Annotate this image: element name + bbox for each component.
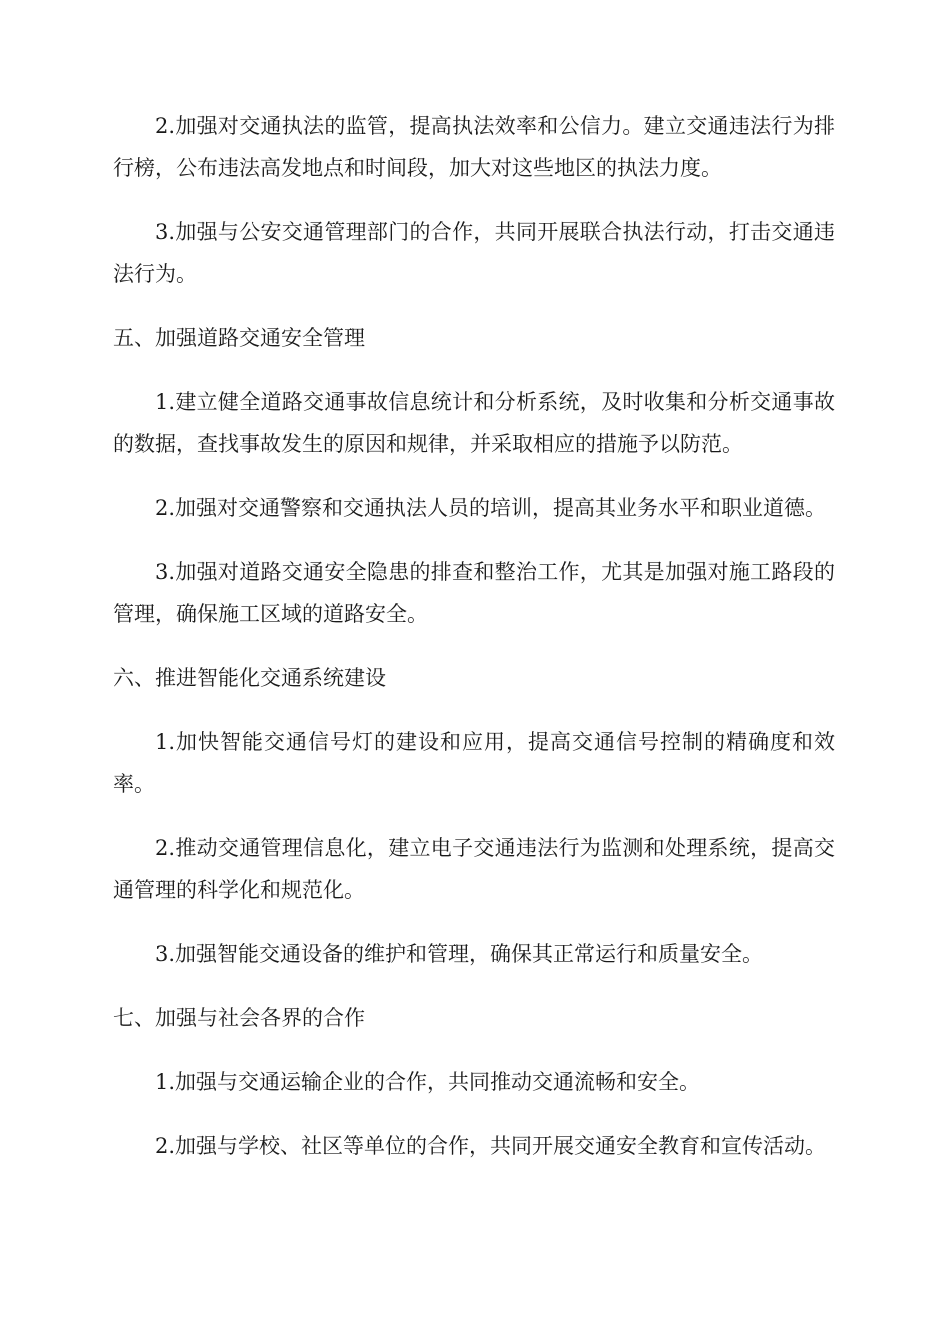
paragraph-smart-signals: 1.加快智能交通信号灯的建设和应用，提高交通信号控制的精确度和效率。 (113, 730, 835, 796)
paragraph-police-training: 2.加强对交通警察和交通执法人员的培训，提高其业务水平和职业道德。 (155, 496, 827, 520)
paragraph-transport-enterprises: 1.加强与交通运输企业的合作，共同推动交通流畅和安全。 (155, 1070, 701, 1094)
paragraph-hazard-inspection: 3.加强对道路交通安全隐患的排查和整治工作，尤其是加强对施工路段的管理，确保施工区域的道路安全。 (113, 560, 835, 626)
section-heading-social-cooperation: 七、加强与社会各界的合作 (113, 1006, 365, 1030)
paragraph-joint-enforcement: 3.加强与公安交通管理部门的合作，共同开展联合执法行动，打击交通违法行为。 (113, 220, 835, 286)
paragraph-schools-communities: 2.加强与学校、社区等单位的合作，共同开展交通安全教育和宣传活动。 (155, 1134, 827, 1158)
paragraph-accident-statistics: 1.建立健全道路交通事故信息统计和分析系统，及时收集和分析交通事故的数据，查找事故发生的原因和规律，并采取相应的措施予以防范。 (113, 390, 835, 456)
section-heading-smart-traffic: 六、推进智能化交通系统建设 (113, 666, 386, 690)
section-heading-road-safety: 五、加强道路交通安全管理 (113, 326, 365, 350)
paragraph-device-maintenance: 3.加强智能交通设备的维护和管理，确保其正常运行和质量安全。 (155, 942, 764, 966)
paragraph-enforcement-supervision: 2.加强对交通执法的监管，提高执法效率和公信力。建立交通违法行为排行榜，公布违法高发地点和时间段，加大对这些地区的执法力度。 (113, 114, 835, 180)
document-body (113, 105, 835, 1189)
paragraph-informatization: 2.推动交通管理信息化，建立电子交通违法行为监测和处理系统，提高交通管理的科学化和规范化。 (113, 836, 835, 902)
